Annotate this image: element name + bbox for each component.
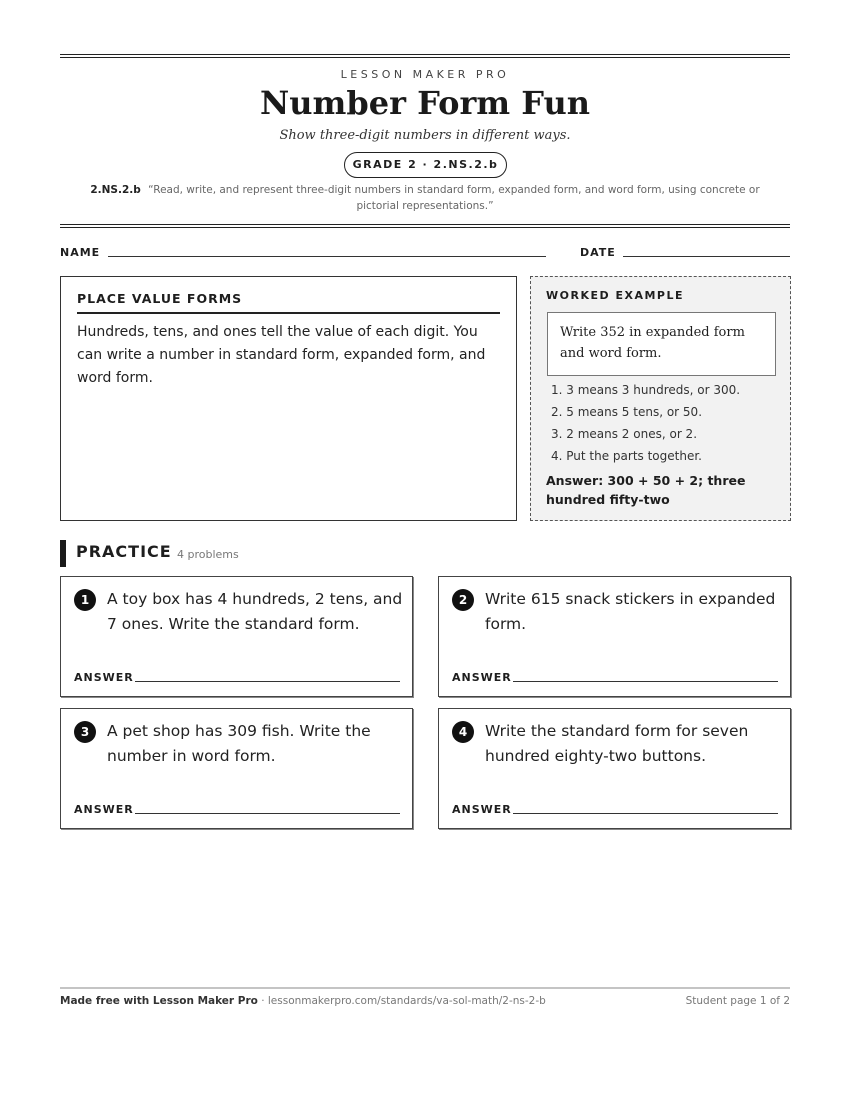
name-label: NAME [60,246,101,259]
grade-badge: GRADE 2 · 2.NS.2.b [344,152,507,178]
answer-field[interactable] [135,681,400,682]
date-label: DATE [580,246,616,259]
answer-label: ANSWER [74,803,134,816]
problem-number: 1 [74,589,96,611]
worked-example-problem: Write 352 in expanded form and word form. [547,312,776,376]
name-field[interactable] [108,256,546,257]
practice-count: 4 problems [177,548,239,561]
problem-text: Write 615 snack stickers in expanded form. [485,590,776,633]
answer-label: ANSWER [74,671,134,684]
footer-rule [60,987,790,989]
footer-credit [60,995,546,1007]
step-item: 1. 3 means 3 hundreds, or 300. [551,383,741,397]
problem-card-1 [60,576,413,697]
answer-field[interactable] [513,681,778,682]
standard-code: 2.NS.2.b [90,184,141,196]
practice-accent-bar [60,540,66,567]
problem-card-3 [60,708,413,829]
step-item: 4. Put the parts together. [551,449,702,463]
brand-name: LESSON MAKER PRO [340,68,510,81]
problem-text: Write the standard form for seven hundred eighty-two buttons. [485,722,749,765]
step-item: 3. 2 means 2 ones, or 2. [551,427,698,441]
page-subtitle: Show three-digit numbers in different ways. [279,128,571,143]
footer-made-with: Made free with Lesson Maker Pro [60,995,258,1007]
date-field[interactable] [623,256,790,257]
page-title: Number Form Fun [260,84,590,122]
worked-example-answer: Answer: 300 + 50 + 2; three hundred fifty-two [546,473,746,507]
footer-url[interactable]: · lessonmakerpro.com/standards/va-sol-math/2-ns-2-b [257,995,546,1007]
top-double-rule [60,54,790,58]
worked-example-steps [551,379,740,467]
step-item: 2. 5 means 5 tens, or 50. [551,405,703,419]
place-value-heading: PLACE VALUE FORMS [77,291,500,314]
problem-number: 3 [74,721,96,743]
problem-number: 2 [452,589,474,611]
problem-number: 4 [452,721,474,743]
footer-page-number: Student page 1 of 2 [685,995,790,1007]
answer-label: ANSWER [452,803,512,816]
practice-title: PRACTICE [76,542,172,561]
answer-label: ANSWER [452,671,512,684]
header-double-rule [60,224,790,228]
answer-field[interactable] [513,813,778,814]
place-value-panel [60,276,517,521]
standard-statement [80,182,770,214]
worked-example-panel [530,276,791,521]
standard-text: “Read, write, and represent three-digit numbers in standard form, expanded form, and word form, using concrete or pictorial representations.” [148,184,760,212]
problem-card-4 [438,708,791,829]
problem-text: A pet shop has 309 fish. Write the number in word form. [107,722,371,765]
answer-field[interactable] [135,813,400,814]
problem-card-2 [438,576,791,697]
place-value-body: Hundreds, tens, and ones tell the value of each digit. You can write a number in standard form, expanded form, and word form. [77,324,486,386]
worked-example-heading: WORKED EXAMPLE [546,289,684,302]
problem-text: A toy box has 4 hundreds, 2 tens, and 7 ones. Write the standard form. [107,590,403,633]
